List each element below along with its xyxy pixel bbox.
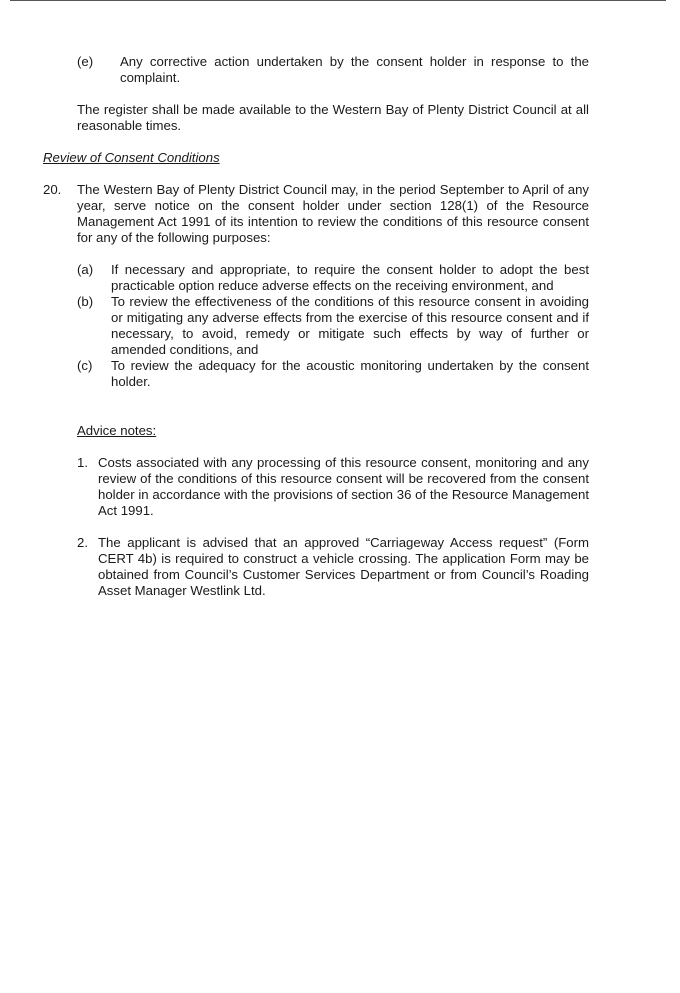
item-text: Any corrective action undertaken by the consent holder in response to the complaint. <box>120 54 589 85</box>
list-item-a <box>77 262 589 294</box>
advice-heading: Advice notes: <box>77 423 157 438</box>
page-top-border <box>10 0 666 1</box>
list-item-e <box>77 54 589 86</box>
item-label: (e) <box>77 54 94 69</box>
list-item-c <box>77 358 589 390</box>
list-item-b <box>77 294 589 358</box>
condition-text: The Western Bay of Plenty District Council may, in the period September to April of any year, serve notice on the consent holder under section 128(1) of the Resource Management Act 1991 of its intention to review the conditions of this resource consent for any of the following purposes: <box>77 182 589 245</box>
advice-note-2 <box>77 535 589 599</box>
note-number: 1. <box>77 455 88 470</box>
item-text: If necessary and appropriate, to require the consent holder to adopt the best practicable option reduce adverse effects on the receiving environment, and <box>111 262 589 293</box>
register-paragraph: The register shall be made available to the Western Bay of Plenty District Council at all reasonable times. <box>77 102 589 133</box>
item-text: To review the adequacy for the acoustic monitoring undertaken by the consent holder. <box>111 358 589 389</box>
note-number: 2. <box>77 535 88 550</box>
item-label: (b) <box>77 294 94 309</box>
note-text: The applicant is advised that an approved “Carriageway Access request” (Form CERT 4b) is required to construct a vehicle crossing. The application Form may be obtained from Council’s Customer Services Department or from Council’s Roading Asset Manager Westlink Ltd. <box>98 535 589 598</box>
condition-20 <box>43 182 589 246</box>
item-label: (a) <box>77 262 94 277</box>
section-heading: Review of Consent Conditions <box>43 150 220 165</box>
item-text: To review the effectiveness of the conditions of this resource consent in avoiding or mitigating any adverse effects from the exercise of this resource consent and if necessary, to avoid, remedy or mitigate such effects by way of further or amended conditions, and <box>111 294 589 357</box>
note-text: Costs associated with any processing of this resource consent, monitoring and any review of the conditions of this resource consent will be recovered from the consent holder in accordance with the provisions of section 36 of the Resource Management Act 1991. <box>98 455 589 518</box>
item-label: (c) <box>77 358 93 373</box>
advice-note-1 <box>77 455 589 519</box>
condition-number: 20. <box>43 182 62 197</box>
